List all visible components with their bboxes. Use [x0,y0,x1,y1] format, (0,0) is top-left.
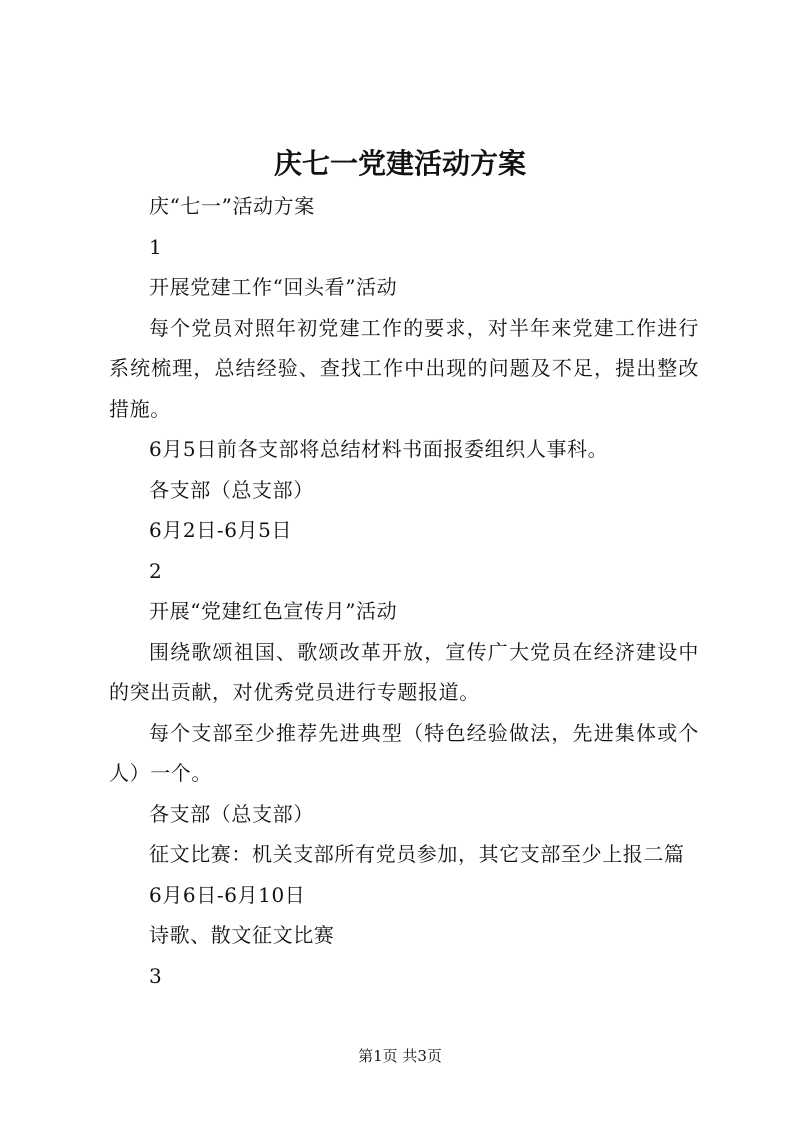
paragraph-date-range-2: 6月6日-6月10日 [149,882,306,907]
section-number-2: 2 [149,558,162,583]
paragraph-poetry-contest: 诗歌、散文征文比赛 [149,923,335,947]
paragraph-review-deadline: 6月5日前各支部将总结材料书面报委组织人事科。 [149,437,609,461]
paragraph-date-range-1: 6月2日-6月5日 [149,518,293,542]
paragraph-propaganda-content: 围绕歌颂祖国、歌颂改革开放，宣传广大党员在经济建设中的突出贡献，对优秀党员进行专题报道。 [109,639,699,704]
document-title: 庆七一党建活动方案 [273,147,526,180]
paragraph-responsible-1: 各支部（总支部） [149,477,314,502]
section-heading-2: 开展“党建红色宣传月”活动 [149,599,398,623]
section-heading-1: 开展党建工作“回头看”活动 [149,275,398,299]
paragraph-subtitle: 庆“七一”活动方案 [149,194,315,218]
page-footer: 第1页 共3页 [358,1047,442,1065]
document-body [109,186,699,996]
paragraph-essay-contest: 征文比赛：机关支部所有党员参加，其它支部至少上报二篇 [149,842,685,866]
paragraph-review-content: 每个党员对照年初党建工作的要求，对半年来党建工作进行系统梳理，总结经验、查找工作中出现的问题及不足，提出整改措施。 [109,315,699,421]
section-number-1: 1 [149,234,162,259]
section-number-3: 3 [149,963,162,988]
paragraph-recommend-typical: 每个支部至少推荐先进典型（特色经验做法，先进集体或个人）一个。 [109,720,699,785]
paragraph-responsible-2: 各支部（总支部） [149,801,314,826]
